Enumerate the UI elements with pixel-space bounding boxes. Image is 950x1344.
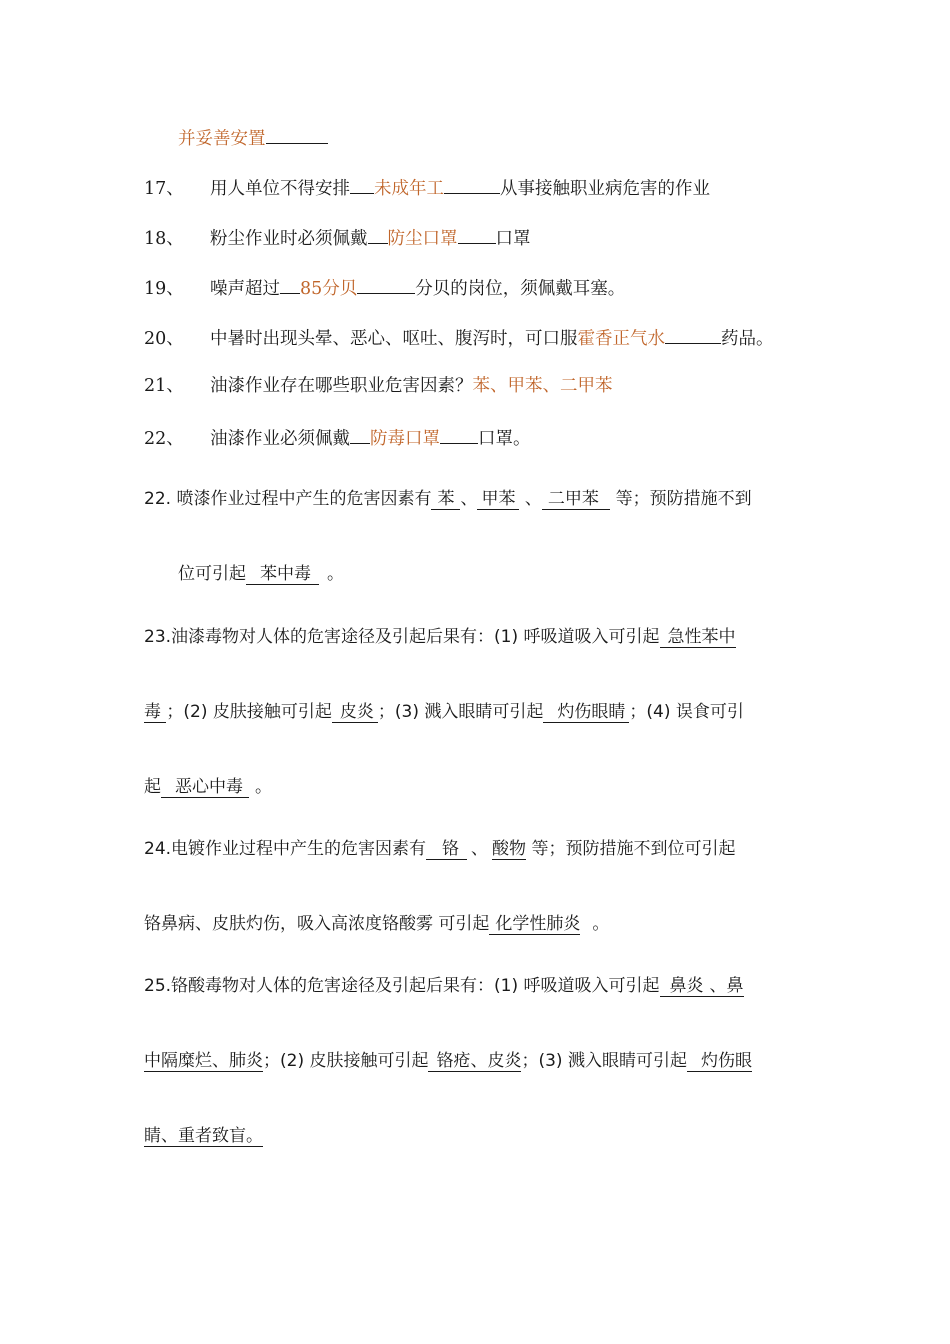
question-number: 20、 — [144, 329, 184, 349]
answer-text: 二甲苯 — [542, 491, 610, 510]
answer-text: 甲苯 — [477, 491, 519, 510]
question-number: 22. — [144, 489, 172, 509]
answer-text: 未成年工 — [374, 179, 444, 199]
question-text: 。 — [327, 564, 344, 584]
answer-text: 防毒口罩 — [370, 429, 440, 449]
question-text: 油漆毒物对人体的危害途径及引起后果有：(1) 呼吸道吸入可引起 — [171, 627, 660, 647]
answer-text: 苯 — [431, 491, 460, 510]
question-number: 23. — [144, 627, 172, 647]
question-text: 口罩 — [495, 229, 531, 249]
q16-answer-continued: 并妥善安置 — [178, 129, 266, 149]
answer-text: 苯、甲苯、二甲苯 — [472, 376, 613, 396]
question-text: 铬酸毒物对人体的危害途径及引起后果有：(1) 呼吸道吸入可引起 — [171, 976, 660, 996]
question-number: 19、 — [144, 279, 184, 299]
separator: 、 — [460, 489, 478, 509]
question-number: 21、 — [144, 376, 184, 396]
question-text: 。 — [255, 777, 272, 797]
question-19 — [144, 278, 625, 299]
question-text: 噪声超过 — [210, 279, 280, 299]
answer-text: 中隔糜烂、肺炎 — [144, 1051, 263, 1071]
question-text: 等；预防措施不到 — [615, 489, 752, 509]
answer-blank — [280, 278, 300, 294]
question-text: 油漆作业存在哪些职业危害因素？ — [210, 376, 473, 396]
answer-text: 恶心中毒 — [161, 779, 249, 798]
question-text: 从事接触职业病危害的作业 — [500, 179, 710, 199]
question-number: 17、 — [144, 179, 184, 199]
question-18 — [144, 228, 531, 249]
question-23-line2 — [144, 704, 744, 723]
question-text: 喷漆作业过程中产生的危害因素有 — [176, 489, 432, 509]
question-number: 18、 — [144, 229, 184, 249]
question-23-line1 — [144, 629, 736, 648]
question-17 — [144, 178, 710, 199]
question-text: 油漆作业必须佩戴 — [210, 429, 350, 449]
question-text: ；(2) 皮肤接触可引起 — [263, 1051, 429, 1071]
answer-blank — [357, 278, 415, 294]
answer-text: 睛、重者致盲。 — [144, 1126, 263, 1146]
answer-blank — [444, 178, 500, 194]
answer-blank — [350, 428, 370, 444]
question-text: 用人单位不得安排 — [210, 179, 350, 199]
answer-text: 防尘口罩 — [387, 229, 458, 249]
answer-text: 灼伤眼睛 — [543, 704, 629, 723]
answer-text: 化学性肺炎 — [489, 916, 580, 935]
question-text: 粉尘作业时必须佩戴 — [210, 229, 368, 249]
question-22b-line1 — [144, 491, 752, 510]
question-20 — [144, 328, 774, 349]
answer-text: 铬疮、皮炎 — [428, 1053, 521, 1072]
question-text: ；(3) 溅入眼睛可引起 — [377, 702, 544, 722]
question-text: ；(4) 误食可引 — [629, 702, 744, 722]
separator: 、鼻 — [709, 976, 744, 996]
separator: 、 — [471, 839, 489, 859]
answer-text: 急性苯中 — [660, 629, 736, 648]
answer-text: 85分贝 — [300, 279, 358, 299]
question-text: ；(3) 溅入眼睛可引起 — [521, 1051, 687, 1071]
answer-text: 毒 — [144, 704, 166, 723]
question-text: ；(2) 皮肤接触可引起 — [166, 702, 332, 722]
question-text: 药品。 — [721, 329, 774, 349]
q16-continuation — [178, 128, 328, 149]
question-text: 分贝的岗位，须佩戴耳塞。 — [415, 279, 626, 299]
question-text: 口罩。 — [478, 429, 531, 449]
question-text: 等；预防措施不到位可引起 — [531, 839, 736, 859]
separator: 、 — [524, 489, 542, 509]
answer-text: 酸物 — [492, 839, 527, 859]
question-25-line1 — [144, 978, 744, 997]
question-21 — [144, 378, 613, 396]
answer-text: 霍香正气水 — [577, 329, 665, 349]
question-number: 24. — [144, 839, 172, 859]
question-text: 中暑时出现头晕、恶心、呕吐、腹泻时，可口服 — [210, 329, 578, 349]
answer-blank — [665, 328, 721, 344]
answer-blank — [266, 128, 328, 144]
answer-text: 铬 — [426, 841, 467, 860]
question-23-line3 — [144, 779, 272, 798]
question-number: 22、 — [144, 429, 184, 449]
answer-text: 鼻炎 — [660, 978, 710, 997]
question-text: 起 — [144, 777, 161, 797]
question-text: 位可引起 — [178, 564, 246, 584]
answer-text: 灼伤眼 — [687, 1053, 752, 1072]
question-number: 25. — [144, 976, 172, 996]
question-25-line2 — [144, 1053, 752, 1072]
answer-text: 苯中毒 — [246, 566, 319, 585]
question-text: 。 — [592, 914, 610, 934]
answer-text: 皮炎 — [332, 704, 378, 723]
answer-blank — [458, 228, 496, 244]
answer-blank — [350, 178, 374, 194]
answer-blank — [440, 428, 478, 444]
question-22b-line2 — [178, 566, 344, 585]
question-24-line2 — [144, 916, 609, 935]
question-24-line1 — [144, 841, 735, 860]
question-25-line3 — [144, 1128, 263, 1147]
answer-blank — [368, 228, 388, 244]
question-text: 铬鼻病、皮肤灼伤，吸入高浓度铬酸雾 可引起 — [144, 914, 490, 934]
question-22a — [144, 428, 531, 449]
question-text: 电镀作业过程中产生的危害因素有 — [171, 839, 427, 859]
